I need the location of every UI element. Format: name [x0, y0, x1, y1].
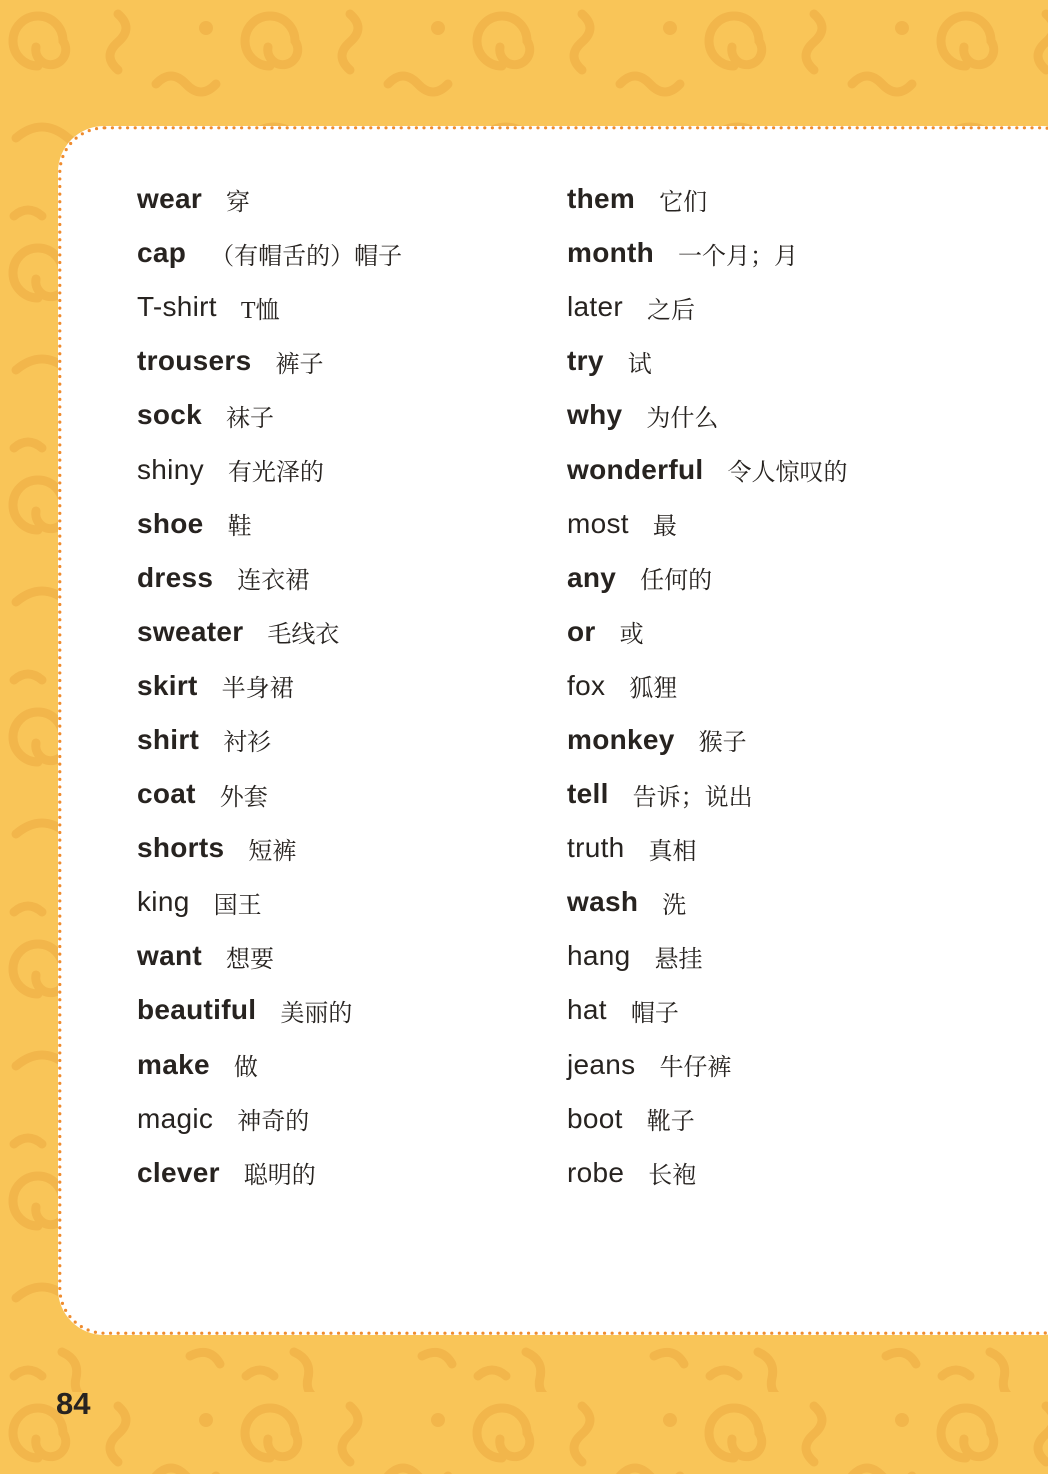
english-word: month — [567, 237, 655, 269]
english-word: later — [567, 291, 623, 323]
vocab-card — [58, 126, 1048, 1335]
english-word: beautiful — [137, 994, 257, 1026]
english-word: king — [137, 886, 190, 918]
vocab-row — [137, 442, 402, 496]
chinese-translation: 鞋 — [227, 514, 252, 541]
chinese-translation: 试 — [627, 351, 652, 378]
chinese-translation: 洗 — [662, 892, 687, 919]
english-word: any — [567, 561, 617, 593]
english-word: or — [567, 615, 596, 647]
vocab-row — [567, 280, 847, 334]
english-word: why — [567, 399, 623, 431]
vocab-row — [567, 1146, 847, 1200]
chinese-translation: 为什么 — [646, 405, 719, 432]
chinese-translation: 毛线衣 — [267, 622, 340, 649]
vocab-row — [567, 767, 847, 821]
english-word: boot — [567, 1102, 623, 1134]
vocab-row — [137, 1146, 402, 1200]
chinese-translation: 美丽的 — [280, 1000, 353, 1027]
chinese-translation: 国王 — [213, 892, 262, 919]
vocab-row — [567, 875, 847, 929]
chinese-translation: 连衣裙 — [237, 568, 310, 595]
vocab-row — [567, 713, 847, 767]
chinese-translation: 长袍 — [648, 1163, 697, 1190]
chinese-translation: T恤 — [240, 297, 280, 324]
vocab-row — [567, 659, 847, 713]
chinese-translation: 告诉；说出 — [632, 784, 753, 811]
chinese-translation: 最 — [652, 514, 677, 541]
vocab-row — [137, 551, 402, 605]
vocab-row — [567, 388, 847, 442]
chinese-translation: 有光泽的 — [227, 460, 324, 487]
page-number: 84 — [56, 1386, 91, 1421]
english-word: cap — [137, 237, 187, 269]
vocab-row — [567, 442, 847, 496]
chinese-translation: 之后 — [646, 297, 695, 324]
chinese-translation: 真相 — [648, 838, 697, 865]
chinese-translation: （有帽舌的）帽子 — [210, 243, 403, 270]
vocab-row — [137, 983, 402, 1037]
vocab-row — [567, 929, 847, 983]
english-word: trousers — [137, 345, 252, 377]
vocab-row — [137, 280, 402, 334]
vocab-row — [137, 1038, 402, 1092]
english-word: clever — [137, 1156, 220, 1188]
english-word: shiny — [137, 453, 204, 485]
english-word: fox — [567, 669, 606, 701]
vocab-row — [137, 226, 402, 280]
vocab-row — [567, 226, 847, 280]
vocab-row — [137, 172, 402, 226]
english-word: hang — [567, 940, 631, 972]
vocab-row — [567, 983, 847, 1037]
chinese-translation: 一个月；月 — [678, 243, 799, 270]
chinese-translation: 神奇的 — [237, 1109, 310, 1136]
english-word: wonderful — [567, 453, 704, 485]
english-word: sweater — [137, 615, 244, 647]
english-word: most — [567, 507, 629, 539]
chinese-translation: 狐狸 — [629, 676, 678, 703]
english-word: coat — [137, 778, 196, 810]
chinese-translation: 帽子 — [630, 1000, 679, 1027]
chinese-translation: 做 — [233, 1055, 258, 1082]
chinese-translation: 聪明的 — [243, 1163, 316, 1190]
vocab-row — [137, 929, 402, 983]
english-word: want — [137, 940, 202, 972]
chinese-translation: 短裤 — [248, 838, 297, 865]
vocab-row — [567, 1038, 847, 1092]
vocab-row — [567, 497, 847, 551]
chinese-translation: 牛仔裤 — [659, 1055, 732, 1082]
english-word: wear — [137, 183, 203, 215]
chinese-translation: 令人惊叹的 — [727, 460, 848, 487]
english-word: try — [567, 345, 604, 377]
vocab-row — [567, 821, 847, 875]
chinese-translation: 衬衫 — [223, 730, 272, 757]
english-word: dress — [137, 561, 214, 593]
vocab-row — [137, 1092, 402, 1146]
english-word: them — [567, 183, 636, 215]
english-word: shoe — [137, 507, 204, 539]
chinese-translation: 或 — [619, 622, 644, 649]
chinese-translation: 半身裙 — [221, 676, 294, 703]
vocab-row — [567, 172, 847, 226]
chinese-translation: 悬挂 — [654, 946, 703, 973]
english-word: tell — [567, 778, 609, 810]
vocab-row — [567, 551, 847, 605]
chinese-translation: 它们 — [659, 189, 708, 216]
vocab-row — [567, 334, 847, 388]
english-word: make — [137, 1048, 210, 1080]
english-word: hat — [567, 994, 607, 1026]
chinese-translation: 裤子 — [275, 351, 324, 378]
english-word: robe — [567, 1156, 625, 1188]
english-word: jeans — [567, 1048, 636, 1080]
english-word: wash — [567, 886, 639, 918]
english-word: monkey — [567, 723, 675, 755]
vocab-row — [137, 713, 402, 767]
chinese-translation: 想要 — [225, 946, 274, 973]
chinese-translation: 猴子 — [698, 730, 747, 757]
chinese-translation: 袜子 — [226, 405, 275, 432]
vocab-column-right — [567, 172, 847, 1200]
english-word: sock — [137, 399, 203, 431]
vocab-row — [567, 605, 847, 659]
vocab-row — [137, 659, 402, 713]
english-word: magic — [137, 1102, 214, 1134]
english-word: shorts — [137, 832, 225, 864]
chinese-translation: 外套 — [219, 784, 268, 811]
vocab-row — [137, 821, 402, 875]
english-word: T-shirt — [137, 291, 217, 323]
vocab-row — [137, 875, 402, 929]
vocab-column-left — [137, 172, 402, 1200]
vocab-row — [567, 1092, 847, 1146]
chinese-translation: 穿 — [226, 189, 251, 216]
vocab-row — [137, 605, 402, 659]
vocab-row — [137, 767, 402, 821]
english-word: truth — [567, 832, 625, 864]
chinese-translation: 任何的 — [640, 568, 713, 595]
vocab-row — [137, 334, 402, 388]
chinese-translation: 靴子 — [646, 1109, 695, 1136]
english-word: skirt — [137, 669, 198, 701]
vocab-row — [137, 497, 402, 551]
vocab-row — [137, 388, 402, 442]
english-word: shirt — [137, 723, 200, 755]
